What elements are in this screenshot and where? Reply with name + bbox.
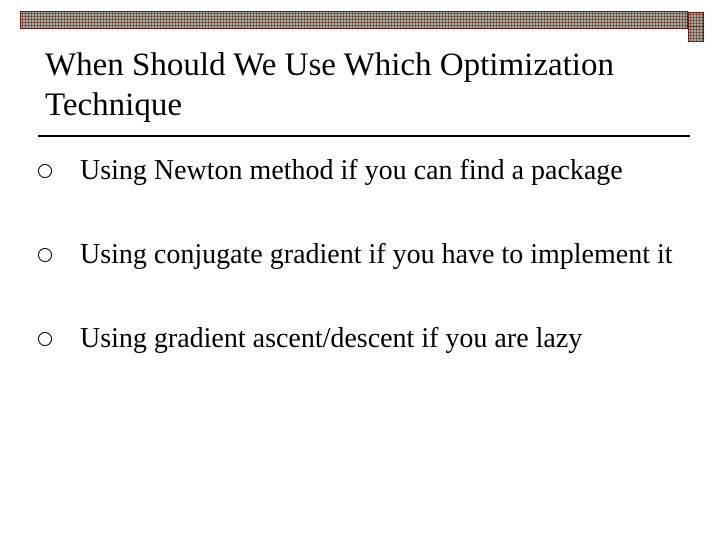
hollow-circle-bullet-icon	[38, 164, 52, 178]
slide-title: When Should We Use Which Optimization Technique	[45, 47, 614, 123]
hollow-circle-bullet-icon	[38, 248, 52, 262]
hollow-circle-bullet-icon	[38, 332, 52, 346]
corner-box-divider	[689, 26, 703, 27]
bullet-text: Using conjugate gradient if you have to implement it	[80, 239, 673, 270]
bullet-text: Using Newton method if you can find a package	[80, 155, 623, 186]
title-underline-rule	[38, 135, 690, 137]
bullet-text: Using gradient ascent/descent if you are lazy	[80, 323, 583, 354]
header-decorative-bar	[20, 11, 688, 29]
corner-decorative-box	[688, 12, 704, 42]
